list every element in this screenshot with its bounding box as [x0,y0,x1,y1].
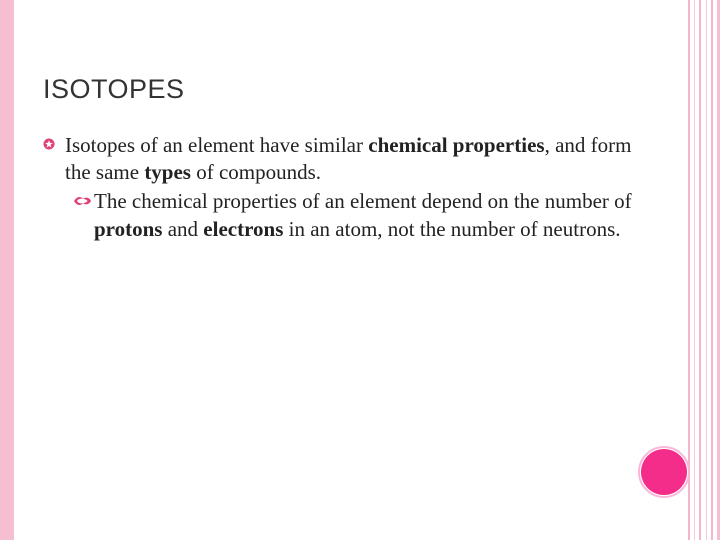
slide-title: ISOTOPES [43,74,185,104]
right-border-line [694,0,695,540]
right-border-line [711,0,713,540]
text-run: Isotopes of an element have similar [65,133,369,157]
bullet-text [94,189,632,241]
right-border-line [699,0,701,540]
left-border-stripe [0,0,14,540]
right-border-band [686,0,720,540]
text-run: The chemical properties of an element depend on the number of [94,189,632,213]
bold-text: electrons [203,217,284,241]
bullet-level2 [43,187,643,243]
bold-text: chemical properties [368,133,545,157]
bullet-level1 [43,132,643,186]
right-border-line [688,0,690,540]
slide-body [43,132,643,243]
circled-star-bullet-icon [43,138,55,150]
text-run: and [162,217,204,241]
text-run: in an atom, not the number of neutrons. [283,217,621,241]
decorative-pink-circle [641,449,687,495]
text-run: of compounds. [190,160,322,184]
text-run: , and form the same [65,133,632,184]
fleur-bullet-icon [73,195,92,207]
bold-text: types [144,160,191,184]
bold-text: protons [94,217,163,241]
right-border-line [706,0,707,540]
bullet-text [65,133,631,184]
